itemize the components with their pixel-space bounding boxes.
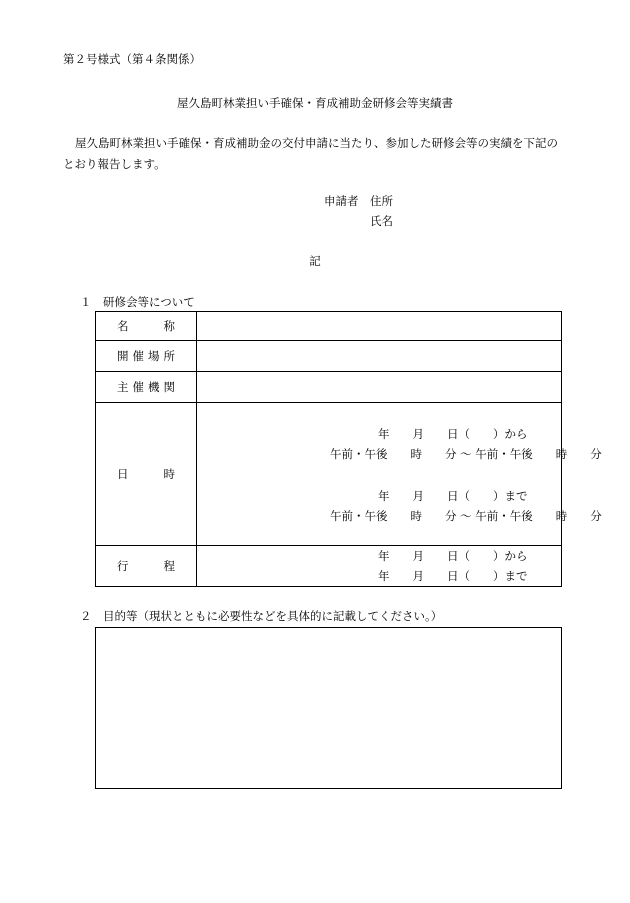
row-organizer [96,372,562,403]
label-venue-char3: 場 [148,349,160,363]
itinerary-to: 年 月 日（ ）まで [378,569,528,583]
label-name-char1: 名 [117,319,129,333]
label-name-char2: 称 [163,319,175,333]
label-datetime [96,403,197,546]
venue-field[interactable] [197,341,562,372]
label-name [96,312,197,341]
training-info-table [95,311,602,587]
purpose-textarea[interactable] [95,627,562,789]
label-organizer-char4: 関 [163,380,175,394]
organizer-field[interactable] [197,372,562,403]
label-itinerary [96,546,197,587]
datetime-start-time: 午前・午後 時 分 〜 午前・午後 時 分 [330,447,602,461]
document-title: 屋久島町林業担い手確保・育成補助金研修会等実績書 [177,96,453,110]
datetime-end-date: 年 月 日（ ）まで [378,489,528,503]
label-organizer [96,372,197,403]
datetime-end-time: 午前・午後 時 分 〜 午前・午後 時 分 [330,509,602,523]
intro-paragraph: 屋久島町林業担い手確保・育成補助金の交付申請に当たり、参加した研修会等の実績を下記のとおり報告します。 [63,136,558,171]
label-venue-char4: 所 [163,349,175,363]
row-datetime [96,403,562,546]
label-organizer-char3: 機 [148,380,160,394]
row-itinerary [96,546,562,587]
label-datetime-char2: 時 [163,467,175,481]
itinerary-field[interactable] [197,546,562,587]
applicant-name-label: 氏名 [370,214,393,228]
label-venue-char1: 開 [117,349,129,363]
section2-heading: ２ 目的等（現状とともに必要性などを具体的に記載してください。） [80,609,443,623]
label-venue-char2: 催 [132,349,144,363]
section1-heading: １ 研修会等について [80,295,195,309]
label-datetime-char1: 日 [117,467,129,481]
datetime-start-date: 年 月 日（ ）から [378,427,528,441]
label-organizer-char2: 催 [132,380,144,394]
label-itinerary-char1: 行 [117,559,129,573]
label-organizer-char1: 主 [117,380,129,394]
itinerary-from: 年 月 日（ ）から [378,549,528,563]
form-number: 第２号様式（第４条関係） [63,52,201,66]
row-name [96,312,562,341]
label-itinerary-char2: 程 [163,559,175,573]
label-venue [96,341,197,372]
row-venue [96,341,562,372]
name-field[interactable] [197,312,562,341]
applicant-label: 申請者 [324,194,359,208]
ki-marker: 記 [309,254,321,268]
applicant-address-label: 住所 [370,194,393,208]
datetime-field[interactable] [197,403,602,546]
